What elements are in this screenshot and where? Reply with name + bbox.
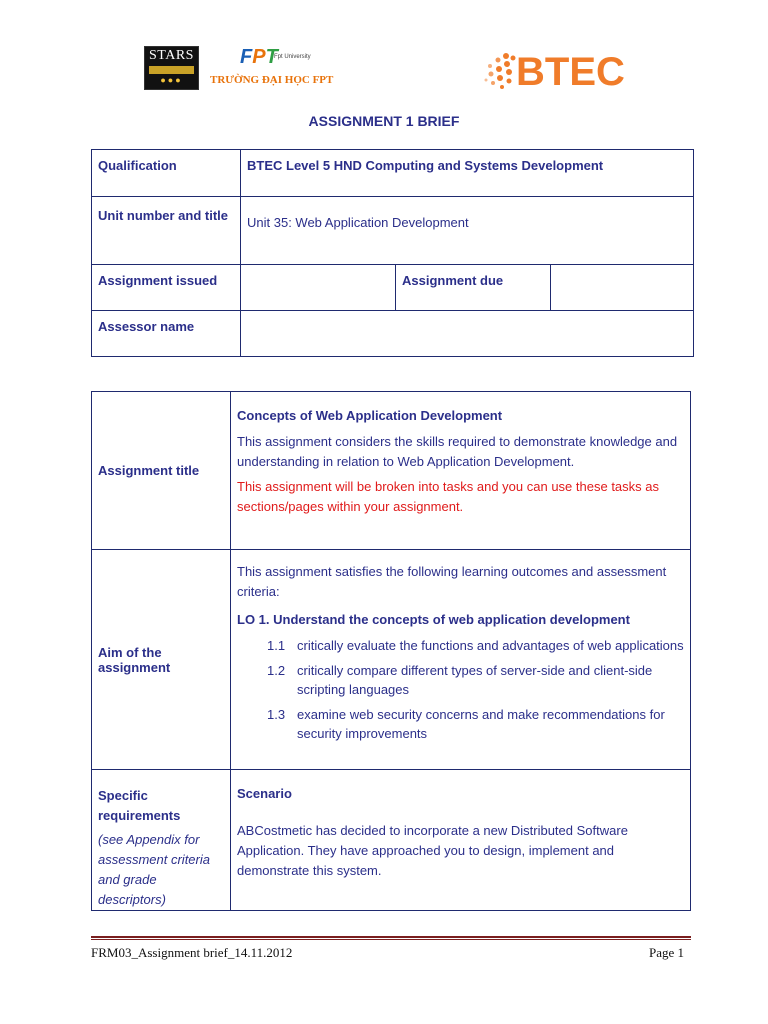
- page-title: ASSIGNMENT 1 BRIEF: [308, 113, 460, 129]
- assignment-due-label: Assignment due: [396, 265, 551, 311]
- criterion-text: critically compare different types of server-side and client-side scripting languages: [297, 663, 653, 697]
- table-row: [92, 150, 694, 197]
- table-row: [92, 197, 694, 265]
- footer-page-number: Page 1: [648, 945, 684, 960]
- criterion-number: 1.3: [267, 707, 286, 722]
- footer-divider: [91, 936, 691, 938]
- footer-divider-thin: [91, 939, 691, 940]
- footer-document-code: FRM03_Assignment brief_14.11.2012: [91, 945, 293, 960]
- assignment-due-value: [551, 265, 694, 311]
- table-row: [92, 311, 694, 357]
- specific-requirements-note: (see Appendix for assessment criteria and grade descriptors): [98, 832, 210, 907]
- assessor-name-value: [241, 311, 694, 357]
- criterion-item: [237, 636, 684, 655]
- fpt-logo-university: Fpt University: [274, 54, 311, 60]
- assignment-detail-table: [91, 391, 691, 911]
- qualification-label: Qualification: [92, 150, 241, 197]
- criterion-item: [237, 705, 684, 743]
- assignment-title-label: Assignment title: [92, 392, 231, 550]
- table-row: [92, 550, 691, 770]
- criterion-text: examine web security concerns and make recommendations for security improvements: [297, 707, 665, 741]
- qualification-value: BTEC Level 5 HND Computing and Systems Development: [241, 150, 694, 197]
- assignment-issued-value: [241, 265, 396, 311]
- table-row: [92, 392, 691, 550]
- assignment-issued-label: Assignment issued: [92, 265, 241, 311]
- fpt-logo-name: TRƯỜNG ĐẠI HỌC FPT: [210, 74, 334, 86]
- assignment-title-heading: Concepts of Web Application Development: [237, 408, 503, 423]
- stars-logo: [144, 46, 199, 90]
- table-row: [92, 770, 691, 911]
- criterion-number: 1.2: [267, 663, 286, 678]
- assignment-title-cell: [231, 392, 691, 550]
- fpt-university-logo: [210, 46, 340, 90]
- specific-requirements-label: Specific requirements: [98, 788, 181, 823]
- scenario-cell: [231, 770, 691, 911]
- assignment-title-note: This assignment will be broken into tasks and you can use these tasks as sections/pages within your assignment.: [237, 479, 659, 514]
- criterion-item: [237, 661, 684, 699]
- btec-logo-word: BTEC: [516, 50, 625, 94]
- assignment-title-body: This assignment considers the skills required to demonstrate knowledge and understanding in relation to Web Application Development.: [237, 434, 678, 469]
- criterion-text: critically evaluate the functions and advantages of web applications: [297, 638, 684, 653]
- scenario-body: ABCostmetic has decided to incorporate a new Distributed Software Application. They have approached you to design, implement and demonstrate this system.: [237, 823, 628, 878]
- btec-dots-icon: [482, 50, 518, 90]
- specific-requirements-cell: [92, 770, 231, 911]
- aim-cell: [231, 550, 691, 770]
- scenario-heading: Scenario: [237, 786, 292, 801]
- stars-logo-band: [149, 66, 194, 74]
- aim-label: Aim of the assignment: [92, 550, 231, 770]
- btec-logo: [482, 44, 642, 104]
- table-row: [92, 265, 694, 311]
- learning-outcome: LO 1. Understand the concepts of web application development: [237, 612, 630, 627]
- unit-value: Unit 35: Web Application Development: [241, 197, 694, 265]
- criterion-number: 1.1: [267, 638, 286, 653]
- stars-logo-text: STARS: [149, 48, 194, 63]
- aim-intro: This assignment satisfies the following learning outcomes and assessment criteria:: [237, 564, 667, 599]
- fpt-logo-mark: FPT: [240, 46, 278, 68]
- assignment-info-table: [91, 149, 694, 357]
- unit-label: Unit number and title: [92, 197, 241, 265]
- assessor-name-label: Assessor name: [92, 311, 241, 357]
- stars-logo-dots: ●●●: [160, 75, 183, 85]
